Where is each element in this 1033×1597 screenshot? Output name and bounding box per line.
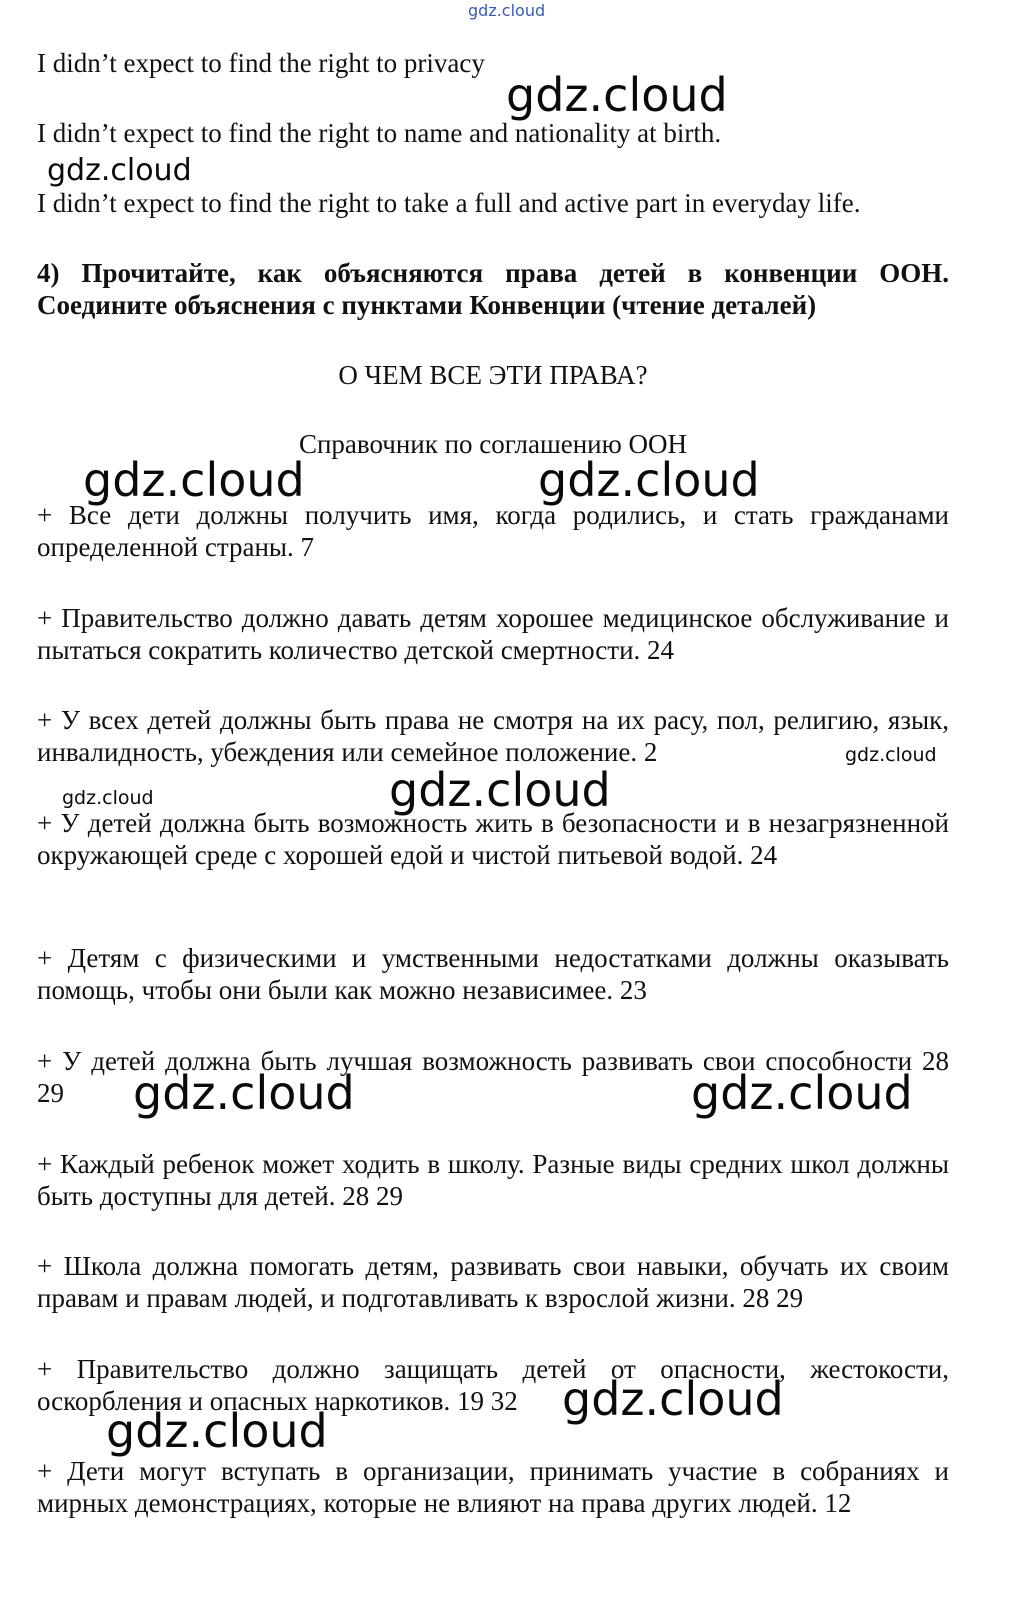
english-line-3: I didn’t expect to find the right to take a full and active part in everyday life.	[37, 188, 861, 218]
watermark: gdz.cloud	[562, 1372, 784, 1426]
rights-item-3: + У всех детей должны быть права не смотря на их расу, пол, религию, язык, инвалидность, убеждения или семейное положение. 2	[37, 705, 949, 767]
rights-item-10: + Дети могут вступать в организации, принимать участие в собраниях и мирных демонстрациях, которые не влияют на права других людей. 12	[37, 1456, 949, 1518]
rights-item-9: + Правительство должно защищать детей от опасности, жестокости, оскорбления и опасных наркотиков. 19 32	[37, 1354, 949, 1416]
rights-item-7: + Каждый ребенок может ходить в школу. Разные виды средних школ должны быть доступны для детей. 28 29	[37, 1149, 949, 1211]
rights-item-8: + Школа должна помогать детям, развивать свои навыки, обучать их своим правам и правам людей, и подготавливать к взрослой жизни. 28 29	[37, 1251, 949, 1313]
section-subtitle: Справочник по соглашению ООН	[298, 429, 688, 459]
english-line-1: I didn’t expect to find the right to privacy	[37, 48, 485, 78]
rights-item-2: + Правительство должно давать детям хорошее медицинское обслуживание и пытаться сократить количество детской смертности. 24	[37, 603, 949, 665]
english-line-2: I didn’t expect to find the right to name and nationality at birth.	[37, 118, 722, 148]
rights-item-6: + У детей должна быть лучшая возможность развивать свои способности 28 29	[37, 1046, 949, 1108]
rights-item-1: + Все дети должны получить имя, когда родились, и стать гражданами определенной страны. 7	[37, 500, 949, 562]
watermark: gdz.cloud	[691, 1066, 913, 1120]
watermark: gdz.cloud	[47, 153, 192, 188]
watermark: gdz.cloud	[389, 763, 611, 817]
rights-item-5: + Детям с физическими и умственными недостатками должны оказывать помощь, чтобы они были как можно независимее. 23	[37, 943, 949, 1005]
task-heading: 4) Прочитайте, как объясняются права детей в конвенции ООН. Соедините объяснения с пунктами Конвенции (чтение деталей)	[37, 258, 949, 320]
watermark: gdz.cloud	[506, 68, 728, 122]
watermark: gdz.cloud	[106, 1404, 328, 1458]
watermark: gdz.cloud	[845, 744, 937, 766]
watermark: gdz.cloud	[83, 453, 305, 507]
top-watermark: gdz.cloud	[468, 1, 546, 20]
section-title: О ЧЕМ ВСЕ ЭТИ ПРАВА?	[338, 360, 648, 390]
watermark: gdz.cloud	[538, 453, 760, 507]
watermark: gdz.cloud	[62, 787, 154, 809]
rights-item-4: + У детей должна быть возможность жить в безопасности и в незагрязненной окружающей среде с хорошей едой и чистой питьевой водой. 24	[37, 808, 949, 870]
watermark: gdz.cloud	[133, 1066, 355, 1120]
